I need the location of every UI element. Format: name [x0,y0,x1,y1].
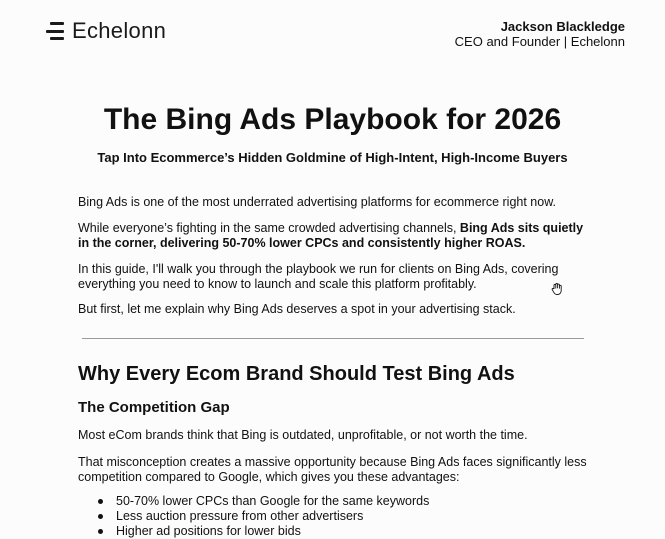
logo-icon [46,22,64,40]
hand-cursor-icon [550,282,564,296]
document-title: The Bing Ads Playbook for 2026 [103,103,562,136]
brand-name: Echelonn [72,18,167,43]
list-item: 50-70% lower CPCs than Google for the same keywords [96,494,429,509]
subsection-heading: The Competition Gap [78,399,230,416]
document-subtitle: Tap Into Ecommerce’s Hidden Goldmine of High-Intent, High-Income Buyers [97,150,568,165]
author-block [455,19,625,49]
brand-logo[interactable] [46,18,166,44]
intro-paragraph-3: In this guide, I'll walk you through the playbook we run for clients on Bing Ads, covering everything you need to know to launch and scale this platform profitably. [78,262,559,291]
body-paragraph-1: Most eCom brands think that Bing is outdated, unprofitable, or not worth the time. [78,428,528,442]
section-heading: Why Every Ecom Brand Should Test Bing Ads [78,363,515,385]
intro-paragraph-2-highlight: Bing Ads sits quietly in the corner, delivering 50-70% lower CPCs and consistently higher ROAS. [78,221,584,250]
body-paragraph-2: That misconception creates a massive opportunity because Bing Ads faces significantly less competition compared to Google, which gives you these advantages: [78,455,587,484]
advantages-list [96,494,429,539]
author-title: CEO and Founder | Echelonn [454,34,625,49]
section-divider [82,338,584,339]
intro-paragraph-2-text: While everyone’s fighting in the same crowded advertising channels, [78,221,460,235]
intro-paragraph-1: Bing Ads is one of the most underrated advertising platforms for ecommerce right now. [78,195,557,209]
intro-paragraph-2 [78,221,588,251]
intro-paragraph-4: But first, let me explain why Bing Ads deserves a spot in your advertising stack. [78,302,516,316]
list-item: Less auction pressure from other advertisers [96,509,429,524]
author-name: Jackson Blackledge [500,19,625,34]
list-item: Higher ad positions for lower bids [96,524,429,539]
